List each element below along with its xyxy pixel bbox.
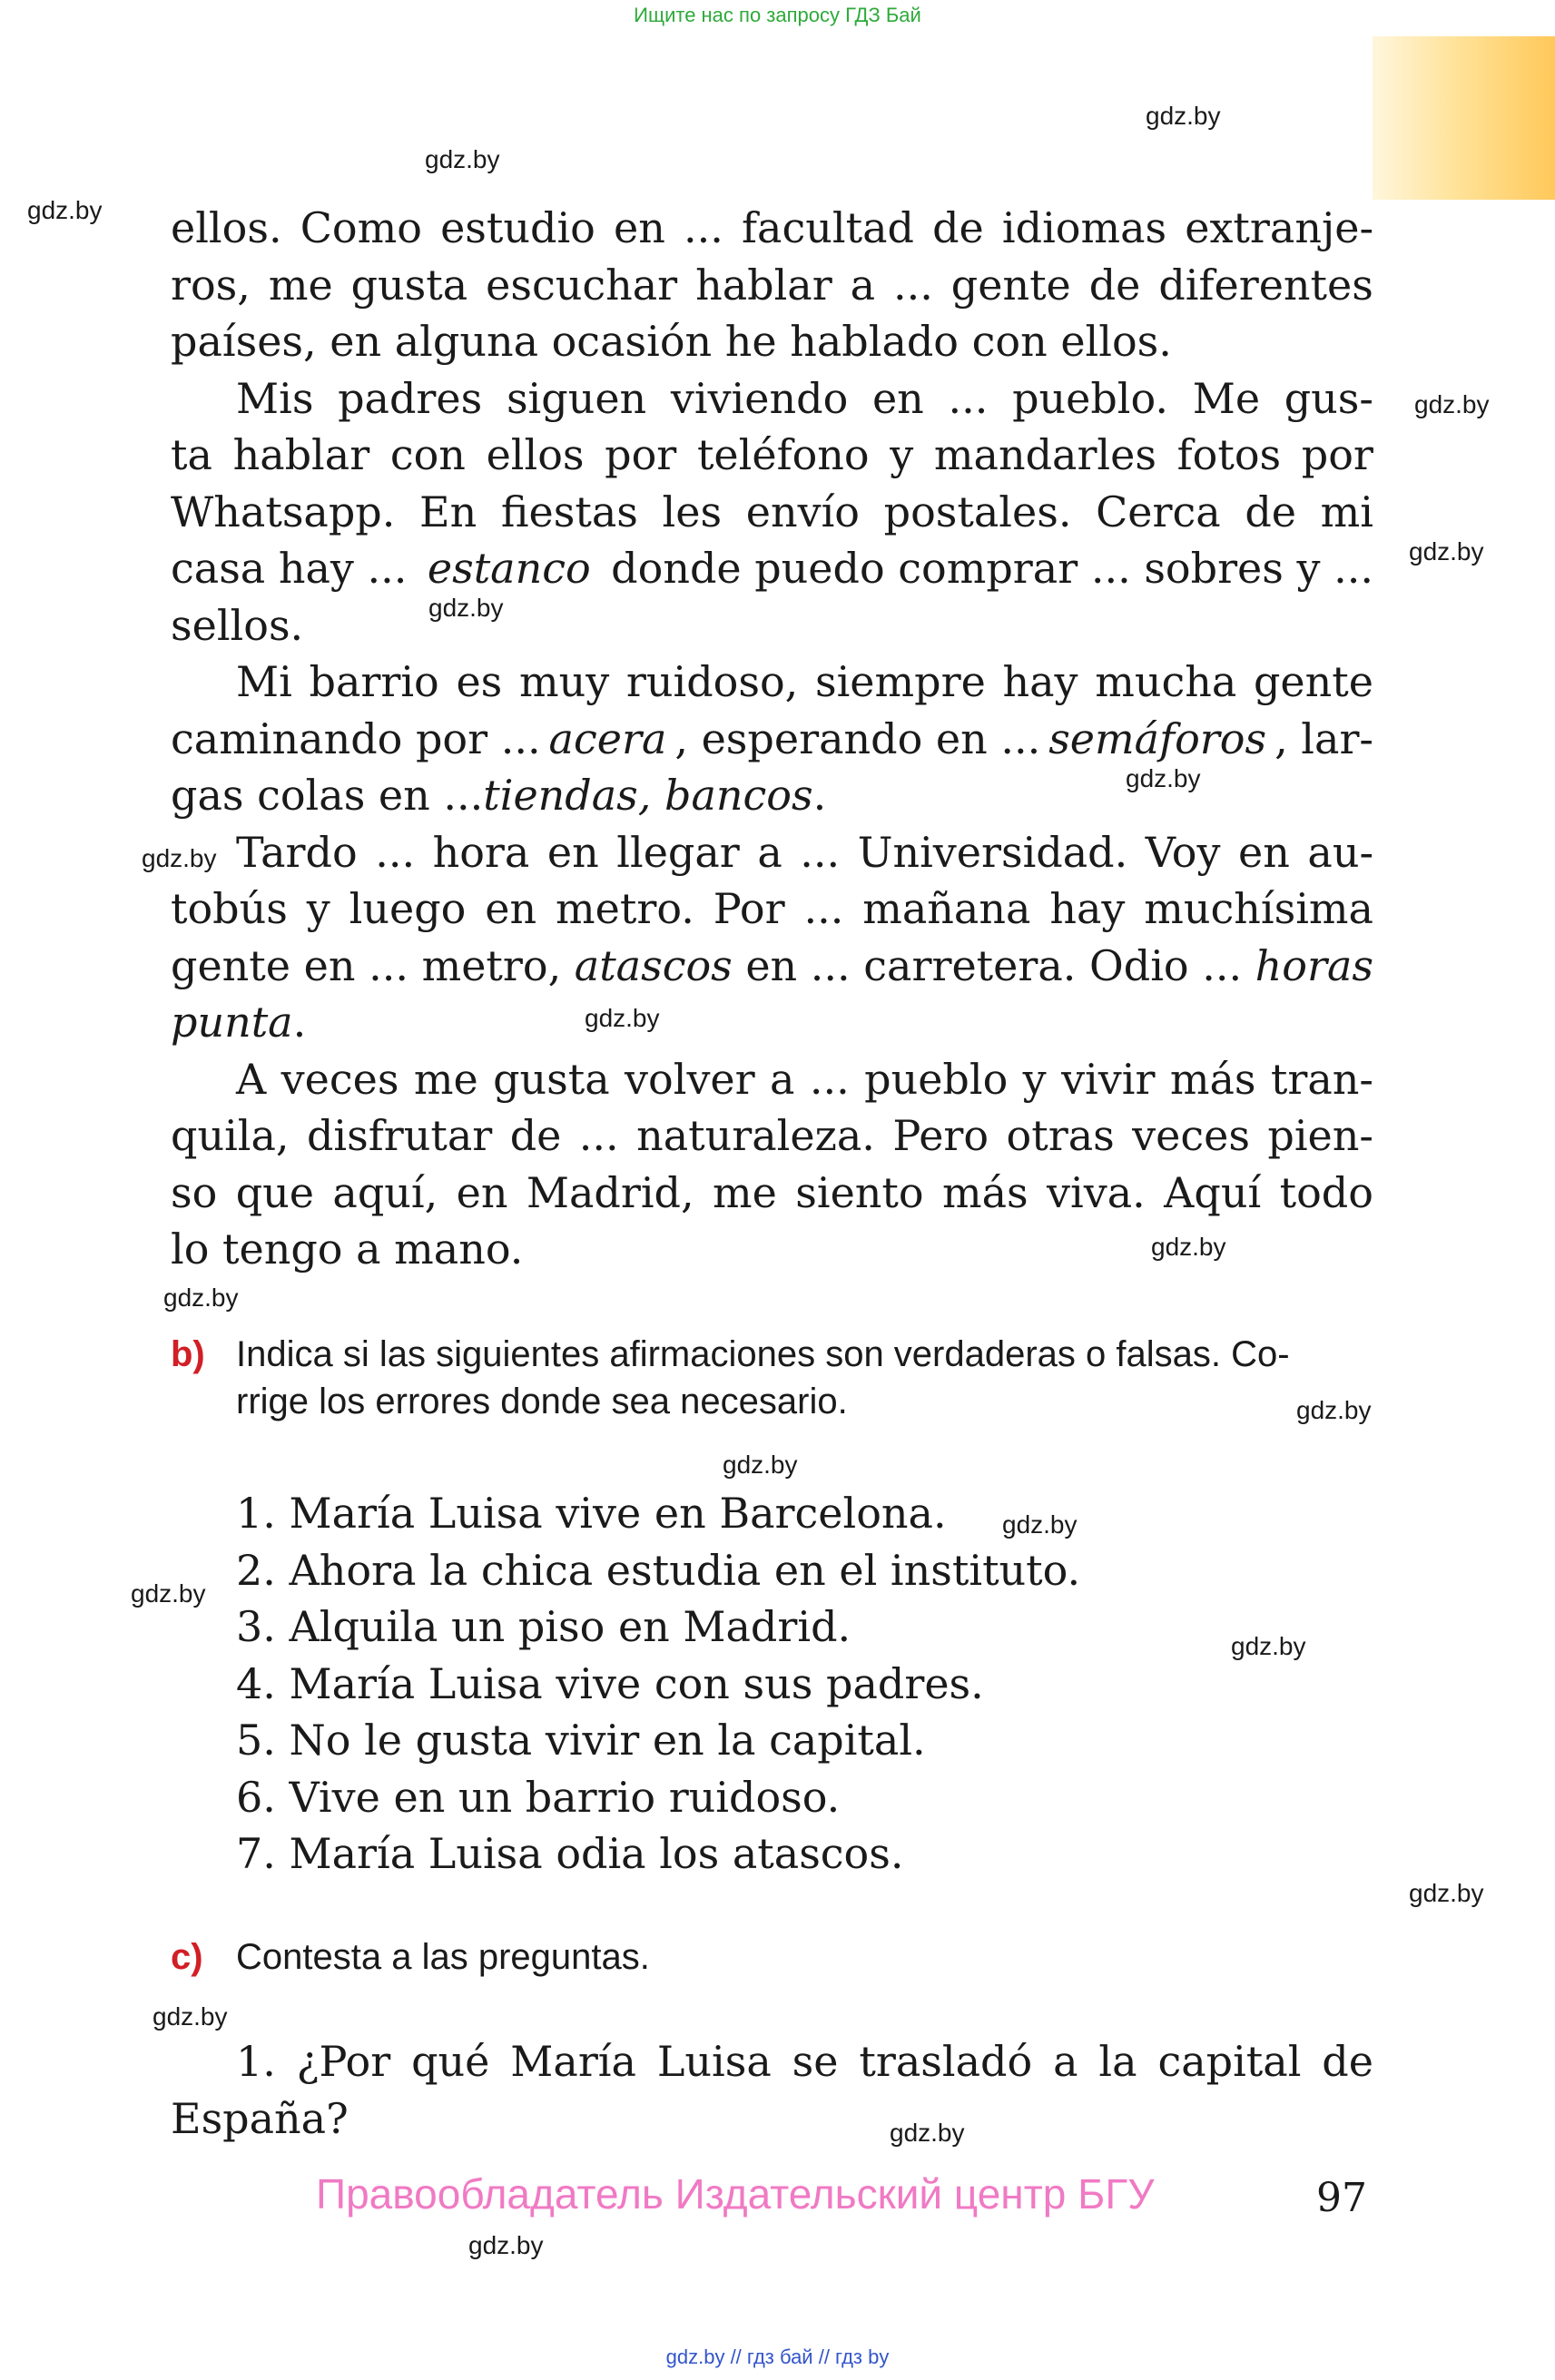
text-line — [171, 200, 1373, 257]
word: Universidad. — [857, 827, 1128, 877]
task-c-text: Contesta a las preguntas. — [236, 1937, 650, 1977]
question-line: España? — [171, 2093, 349, 2143]
word: ... — [948, 373, 989, 423]
word: ¿Por — [296, 2037, 391, 2086]
watermark: gdz.by — [1296, 1396, 1372, 1424]
task-b-letter: b) — [171, 1334, 205, 1374]
word: ... — [892, 260, 933, 310]
page-number: 97 — [1316, 2175, 1367, 2221]
word: pien- — [1267, 1111, 1373, 1160]
word: otras — [1006, 1111, 1115, 1160]
word: por — [1301, 430, 1373, 479]
word: de — [1088, 260, 1141, 310]
word: ... — [809, 1054, 850, 1104]
word: hablar — [232, 430, 370, 479]
italic-word: horas — [1255, 940, 1373, 990]
task-b — [171, 1331, 1373, 1425]
statements-list — [236, 1485, 1080, 1883]
word: tran- — [1270, 1054, 1373, 1104]
watermark: gdz.by — [27, 196, 103, 224]
word: gus- — [1284, 373, 1373, 423]
word: Me — [1192, 373, 1261, 423]
word: viva. — [1047, 1167, 1146, 1217]
watermark: gdz.by — [131, 1579, 206, 1608]
text-line — [171, 484, 1373, 541]
italic-word: tiendas, bancos — [483, 771, 813, 820]
watermark: gdz.by — [723, 1451, 798, 1479]
word: y — [306, 884, 330, 933]
word: en — [546, 827, 599, 877]
word: envío — [745, 487, 860, 536]
watermark: gdz.by — [153, 2002, 228, 2031]
word: naturaleza. — [636, 1111, 875, 1160]
word: gusta — [350, 260, 468, 310]
list-item: 1. María Luisa vive en Barcelona. — [236, 1489, 947, 1538]
word: En — [419, 487, 477, 536]
word: Por — [713, 884, 785, 933]
text-line — [171, 767, 1373, 824]
word: es — [456, 657, 503, 706]
watermark: gdz.by — [1126, 764, 1201, 792]
word: de — [509, 1111, 562, 1160]
italic-word: semáforos — [1048, 713, 1267, 763]
word: de — [1245, 487, 1297, 536]
text-line: sellos. — [171, 600, 304, 650]
text-line — [171, 257, 1373, 314]
word: capital — [1157, 2037, 1302, 2086]
task-c — [171, 1933, 1373, 1981]
word: Whatsapp. — [171, 487, 396, 536]
word: fiestas — [500, 487, 638, 536]
word: luego — [349, 884, 467, 933]
word: a — [770, 1054, 795, 1104]
watermark: gdz.by — [1409, 1879, 1484, 1907]
word: Aquí — [1164, 1167, 1262, 1217]
word: ruidoso, — [625, 657, 799, 706]
word: ... — [803, 884, 844, 933]
text-span: . — [812, 771, 827, 820]
watermark: gdz.by — [468, 2231, 544, 2259]
text-line — [171, 1107, 1373, 1165]
word: me — [713, 1167, 777, 1217]
watermark: gdz.by — [163, 1283, 239, 1312]
word: Luisa — [656, 2037, 772, 2086]
italic-word: atascos — [574, 940, 733, 990]
word: a — [1053, 2037, 1078, 2086]
word: hay — [1049, 884, 1126, 933]
watermark: gdz.by — [425, 145, 500, 173]
word: vivir — [1061, 1054, 1156, 1104]
task-b-line: rrige los errores donde sea necesario. — [236, 1382, 848, 1421]
list-item: 3. Alquila un piso en Madrid. — [236, 1602, 851, 1651]
word: la — [1098, 2037, 1137, 2086]
word: a — [757, 827, 782, 877]
word: padres — [338, 373, 483, 423]
word: pueblo. — [1012, 373, 1169, 423]
text-span: casa hay ... — [171, 544, 408, 593]
list-item: 4. María Luisa vive con sus padres. — [236, 1658, 984, 1708]
word: más — [942, 1167, 1028, 1217]
watermark: gdz.by — [1146, 102, 1221, 130]
word: siento — [795, 1167, 924, 1217]
word: escuchar — [486, 260, 678, 310]
italic-word: acera — [548, 713, 667, 763]
word: ellos — [486, 430, 585, 479]
word: mañana — [862, 884, 1031, 933]
word: ... — [684, 203, 723, 252]
italic-word: punta — [171, 998, 293, 1047]
word: en — [1238, 827, 1290, 877]
word: hay — [1002, 657, 1078, 706]
word: barrio — [309, 657, 439, 706]
word: Madrid, — [526, 1167, 694, 1217]
word: de — [932, 203, 984, 252]
word: todo — [1279, 1167, 1373, 1217]
word: siempre — [814, 657, 986, 706]
word: siguen — [506, 373, 647, 423]
word: tobús — [171, 884, 288, 933]
text-span: donde puedo comprar ... sobres y ... — [611, 544, 1373, 593]
word: Mi — [236, 657, 292, 706]
text-line — [171, 824, 1373, 881]
list-item: 7. María Luisa odia los atascos. — [236, 1829, 904, 1878]
task-b-line: Indica si las siguientes afirmaciones son verdaderas o falsas. Co- — [236, 1334, 1290, 1374]
task-c-letter: c) — [171, 1937, 203, 1977]
word: por — [605, 430, 677, 479]
question-line — [171, 2033, 1373, 2090]
text-span: en ... carretera. Odio ... — [745, 940, 1243, 990]
word: metro. — [556, 884, 694, 933]
text-span: . — [292, 998, 307, 1047]
text-line — [171, 654, 1373, 711]
word: ros, — [171, 260, 251, 310]
word: Tardo — [236, 827, 358, 877]
word: 1. — [236, 2037, 276, 2086]
word: ta — [171, 430, 212, 479]
word: en — [485, 884, 537, 933]
word: llegar — [616, 827, 740, 877]
word: hora — [432, 827, 530, 877]
word: trasladó — [859, 2037, 1033, 2086]
text-line: países, en alguna ocasión he hablado con ellos. — [171, 317, 1172, 366]
text-line — [171, 880, 1373, 938]
word: les — [662, 487, 723, 536]
word: idiomas — [1001, 203, 1167, 252]
top-banner[interactable]: Ищите нас по запросу ГДЗ Бай — [634, 4, 921, 26]
word: ... — [578, 1111, 619, 1160]
word: muy — [518, 657, 610, 706]
word: gente — [950, 260, 1071, 310]
word: disfrutar — [306, 1111, 493, 1160]
word: gente — [1253, 657, 1373, 706]
text-span: , lar- — [1275, 713, 1373, 763]
word: diferentes — [1158, 260, 1373, 310]
word: se — [792, 2037, 839, 2086]
text-line — [171, 938, 1373, 995]
word: muchísima — [1144, 884, 1373, 933]
word: au- — [1307, 827, 1373, 877]
watermark: gdz.by — [1151, 1233, 1226, 1261]
text-line — [171, 370, 1373, 428]
watermark: gdz.by — [1414, 390, 1490, 418]
word: en — [456, 1167, 508, 1217]
list-item: 2. Ahora la chica estudia en el instituto. — [236, 1545, 1081, 1595]
text-line — [171, 1165, 1373, 1222]
text-line — [171, 711, 1373, 768]
word: ... — [800, 827, 841, 877]
word: que — [235, 1167, 314, 1217]
word: Como — [300, 203, 422, 252]
corner-color-tab — [1373, 36, 1555, 200]
word: quila, — [171, 1111, 290, 1160]
text-span: gas colas en ... — [171, 771, 484, 820]
watermark: gdz.by — [585, 1004, 660, 1032]
question-block — [171, 2033, 1373, 2147]
word: facultad — [742, 203, 914, 252]
word: Voy — [1145, 827, 1221, 877]
word: aquí, — [332, 1167, 438, 1217]
watermark: gdz.by — [1231, 1632, 1306, 1660]
text-line — [171, 540, 1373, 597]
italic-word: estanco — [427, 544, 591, 593]
word: pueblo — [864, 1054, 1009, 1104]
word: estudio — [440, 203, 595, 252]
word: hablar — [695, 260, 832, 310]
word: a — [850, 260, 876, 310]
text-span: , esperando en ... — [674, 713, 1041, 763]
word: más — [1169, 1054, 1256, 1104]
text-line — [171, 994, 1373, 1051]
word: gusta — [493, 1054, 610, 1104]
text-span: caminando por ... — [171, 713, 541, 763]
word: veces — [280, 1054, 399, 1104]
watermark: gdz.by — [1002, 1510, 1078, 1539]
watermark: gdz.by — [428, 594, 504, 622]
word: veces — [1132, 1111, 1250, 1160]
word: con — [389, 430, 466, 479]
word: y — [890, 430, 914, 479]
text-line — [171, 1051, 1373, 1108]
text-line: lo tengo a mano. — [171, 1224, 524, 1274]
word: volver — [625, 1054, 755, 1104]
word: en — [871, 373, 924, 423]
word: extranje- — [1185, 203, 1373, 252]
word: y — [1022, 1054, 1047, 1104]
word: mandarles — [933, 430, 1156, 479]
list-item: 5. No le gusta vivir en la capital. — [236, 1716, 926, 1765]
text-span: gente en ... metro, — [171, 940, 562, 990]
word: Mis — [236, 373, 314, 423]
word: fotos — [1176, 430, 1282, 479]
copyright-notice: Правообладатель Издательский центр БГУ — [316, 2170, 1155, 2218]
word: mucha — [1095, 657, 1237, 706]
word: A — [236, 1054, 267, 1104]
reading-text — [171, 200, 1373, 1278]
word: ellos. — [171, 203, 282, 252]
word: me — [413, 1054, 478, 1104]
word: viviendo — [670, 373, 849, 423]
word: María — [510, 2037, 636, 2086]
word: mi — [1320, 487, 1373, 536]
word: Cerca — [1096, 487, 1221, 536]
text-line — [171, 427, 1373, 484]
word: me — [268, 260, 333, 310]
word: Pero — [892, 1111, 989, 1160]
word: en — [614, 203, 665, 252]
watermark: gdz.by — [890, 2119, 965, 2147]
list-item: 6. Vive en un barrio ruidoso. — [236, 1772, 841, 1822]
word: qué — [411, 2037, 490, 2086]
bottom-banner[interactable]: gdz.by // гдз бай // гдз by — [665, 2346, 890, 2368]
watermark: gdz.by — [1409, 537, 1484, 565]
word: so — [171, 1167, 218, 1217]
watermark: gdz.by — [142, 844, 217, 872]
word: postales. — [883, 487, 1072, 536]
word: ... — [375, 827, 416, 877]
word: teléfono — [696, 430, 870, 479]
word: de — [1322, 2037, 1373, 2086]
